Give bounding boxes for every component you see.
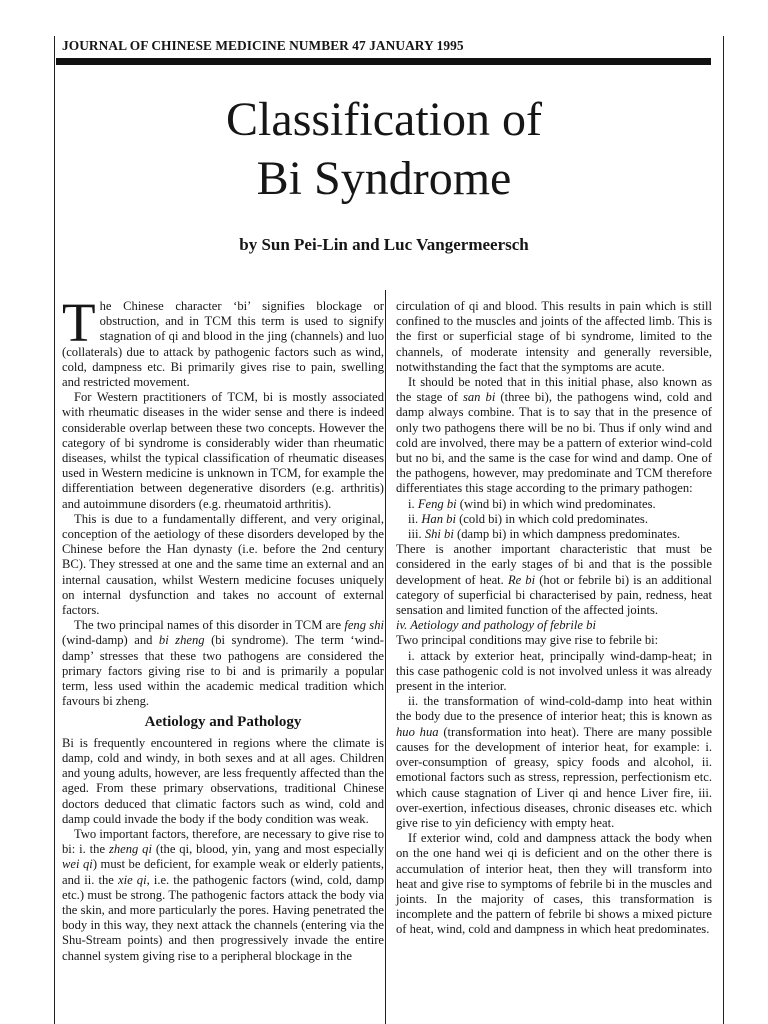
paragraph: Bi is frequently encountered in regions where the climate is damp, cold and windy, in both sexes and at all ages. Children and young adults, however, are less frequently affected than the aged. From these primary observations, traditional Chinese doctors deduced that climatic factors such as wind, cold and damp could invade the body if the body condition was weak.: [62, 735, 384, 826]
left-column: [62, 292, 385, 964]
byline: by Sun Pei-Lin and Luc Vangermeersch: [239, 235, 529, 254]
list-item: ii. Han bi (cold bi) in which cold predominates.: [408, 511, 648, 526]
paragraph: There is another important characteristic that must be considered in the early stages of bi and that is the possible development of heat. Re bi (hot or febrile bi) is an additional category of superficial bi characterised by pain, redness, heat sensation and limited function of the affected joints.: [396, 542, 712, 618]
journal-header: JOURNAL OF CHINESE MEDICINE NUMBER 47 JANUARY 1995: [62, 38, 464, 53]
header-rule: [56, 58, 711, 65]
subsection-heading: iv. Aetiology and pathology of febrile bi: [396, 618, 596, 633]
list-item: i. Feng bi (wind bi) in which wind predominates.: [408, 496, 656, 511]
paragraph: Two principal conditions may give rise to febrile bi:: [396, 633, 659, 648]
paragraph: circulation of qi and blood. This results in pain which is still confined to the muscles and joints of the affected limb. This is the first or superficial stage of bi syndrome, limited to the channels, of moderate intensity and generally reversible, notwithstanding the fact that the symptoms are acute.: [396, 299, 712, 374]
drop-cap: T: [62, 292, 96, 353]
right-column: [396, 299, 712, 938]
article-title-line-1: Classification of: [226, 93, 542, 146]
paragraph: Two important factors, therefore, are necessary to give rise to bi: i. the zheng qi (the qi, blood, yin, yang and most especially wei qi) must be deficient, for example weak or elderly patients, and ii. the xie qi, i.e. the pathogenic factors (wind, cold, damp etc.) must be strong. The pathogenic factors attack the body via the skin, and more particularly the pores. Having penetrated the body in this way, they next attack the channels (entering via the Shu-Stream points) and then progressively invade the entire channel system giving rise to a peripheral blockage in the: [62, 826, 385, 963]
article-title-line-2: Bi Syndrome: [256, 152, 512, 205]
paragraph: This is due to a fundamentally different, and very original, conception of the aetiology of these disorders developed by the Chinese before the Han dynasty (i.e. before the 2nd century BC). They stressed at one and the same time an external and an internal causation, whilst Western medicine focuses uniquely on internal dysfunction and takes no account of external factors.: [62, 511, 384, 618]
paragraph: i. attack by exterior heat, principally wind-damp-heat; in this case pathogenic cold is not involved unless it was already present in the interior.: [396, 648, 712, 694]
section-heading: Aetiology and Pathology: [144, 714, 302, 731]
paragraph: It should be noted that in this initial phase, also known as the stage of san bi (three bi), the pathogens wind, cold and damp always combine. That is to say that in the presence of only two pathogens there will be no bi. Thus if only wind and cold are involved, there may be a pattern of exterior wind-cold but no bi, and the same is the case for wind and damp. One of the pathogens, however, may predominate and TCM therefore differentiates this stage according to the primary pathogen:: [396, 375, 712, 496]
paragraph: For Western practitioners of TCM, bi is mostly associated with rheumatic diseases in the wider sense and there is indeed considerable overlap between these two concepts. However the category of bi syndrome is considerably wider than rheumatic diseases, whilst the typical classification of rheumatic diseases used in Western medicine is unknown in TCM, for example the differentiation between degenerative disorders (e.g. arthritis) and autoimmune disorders (e.g. rheumatoid arthritis).: [62, 390, 384, 511]
paragraph: If exterior wind, cold and dampness attack the body when on the one hand wei qi is deficient and on the other there is accumulation of interior heat, then they will transform into heat and give rise to symptoms of febrile bi in the muscles and joints. In the majority of cases, this transformation is incomplete and the pattern of febrile bi shows a mixed picture of heat, wind, cold and dampness in which heat predominates.: [396, 831, 712, 937]
paragraph: The two principal names of this disorder in TCM are feng shi (wind-damp) and bi zheng (bi syndrome). The term ‘wind-damp’ stresses that these two pathogens are considered the primary factors giving rise to bi and is primarily a popular term, less used within the academic medical tradition which favours bi zheng.: [62, 618, 384, 709]
paragraph: ii. the transformation of wind-cold-damp into heat within the body due to the presence of interior heat; this is known as huo hua (transformation into heat). There are many possible causes for the development of interior heat, for example: i. over-consumption of greasy, spicy foods and alcohol, ii. emotional factors such as stress, repression, perfectionism etc. which cause stagnation of Liver qi and hence Liver fire, iii. over-exertion, infectious diseases, chronic diseases etc. which give rise to yin deficiency with empty heat.: [396, 694, 712, 830]
column-divider: [385, 290, 386, 1024]
list-item: iii. Shi bi (damp bi) in which dampness predominates.: [408, 527, 681, 542]
paragraph: The Chinese character ‘bi’ signifies blockage or obstruction, and in TCM this term is used to signify stagnation of qi and blood in the jing (channels) and luo (collaterals) due to attack by pathogenic factors such as wind, cold, dampness etc. Bi primarily gives rise to pain, swelling and restricted movement.: [62, 292, 384, 390]
